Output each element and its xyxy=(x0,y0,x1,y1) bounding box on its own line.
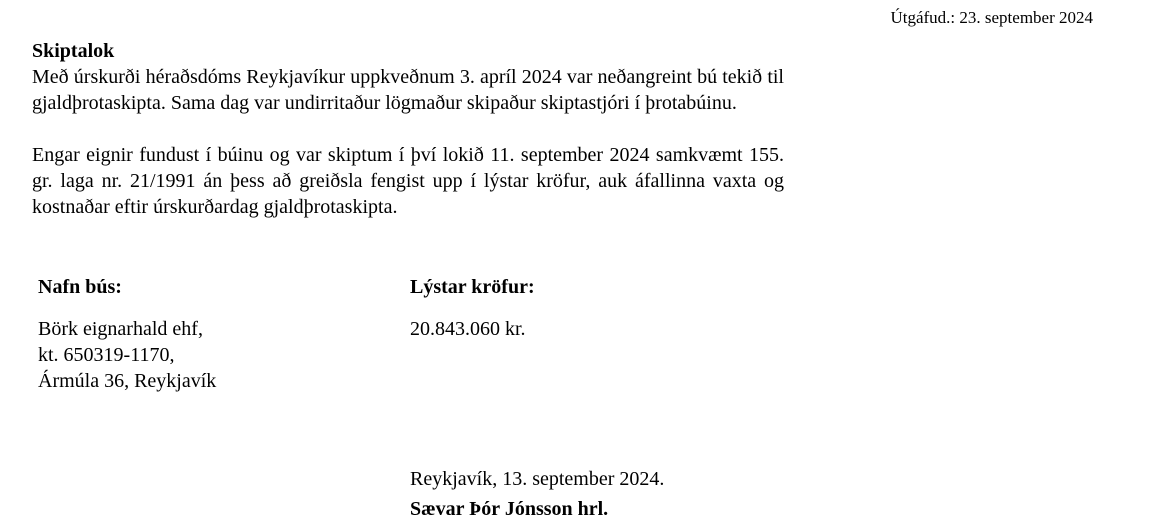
estate-name-header: Nafn bús: xyxy=(38,276,122,298)
estate-claims-column xyxy=(410,274,758,394)
estate-address-line: Ármúla 36, Reykjavík xyxy=(38,370,217,392)
signature-block xyxy=(410,464,664,524)
notice-title: Skiptalok xyxy=(32,40,115,62)
notice-paragraph-ruling: Með úrskurði héraðsdóms Reykjavíkur uppkveðnum 3. apríl 2024 var neðangreint bú tekið til gjaldþrotaskipta. Sama dag var undirritaður lögmaður skipaður skiptastjóri í þrotabúinu. xyxy=(32,66,784,114)
signature-place-date: Reykjavík, 13. september 2024. xyxy=(410,468,665,490)
notice-body xyxy=(32,38,784,220)
estate-name-line: Börk eignarhald ehf, xyxy=(38,318,203,340)
publication-date: Útgáfud.: 23. september 2024 xyxy=(890,8,1093,27)
estate-name-column xyxy=(38,274,410,394)
estate-claims-header: Lýstar kröfur: xyxy=(410,276,535,298)
estate-name-value xyxy=(38,316,410,394)
estate-table xyxy=(38,274,758,394)
signature-signer: Sævar Þór Jónsson hrl. xyxy=(410,498,609,520)
estate-id-line: kt. 650319-1170, xyxy=(38,344,175,366)
notice-paragraph-closing: Engar eignir fundust í búinu og var skiptum í því lokið 11. september 2024 samkvæmt 155. gr. laga nr. 21/1991 án þess að greiðsla fengist upp í lýstar kröfur, auk áfallinna vaxta og kostnaðar eftir úrskurðardag gjaldþrotaskipta. xyxy=(32,144,784,218)
estate-claims-value: 20.843.060 kr. xyxy=(410,318,526,340)
estate-row xyxy=(38,274,758,394)
